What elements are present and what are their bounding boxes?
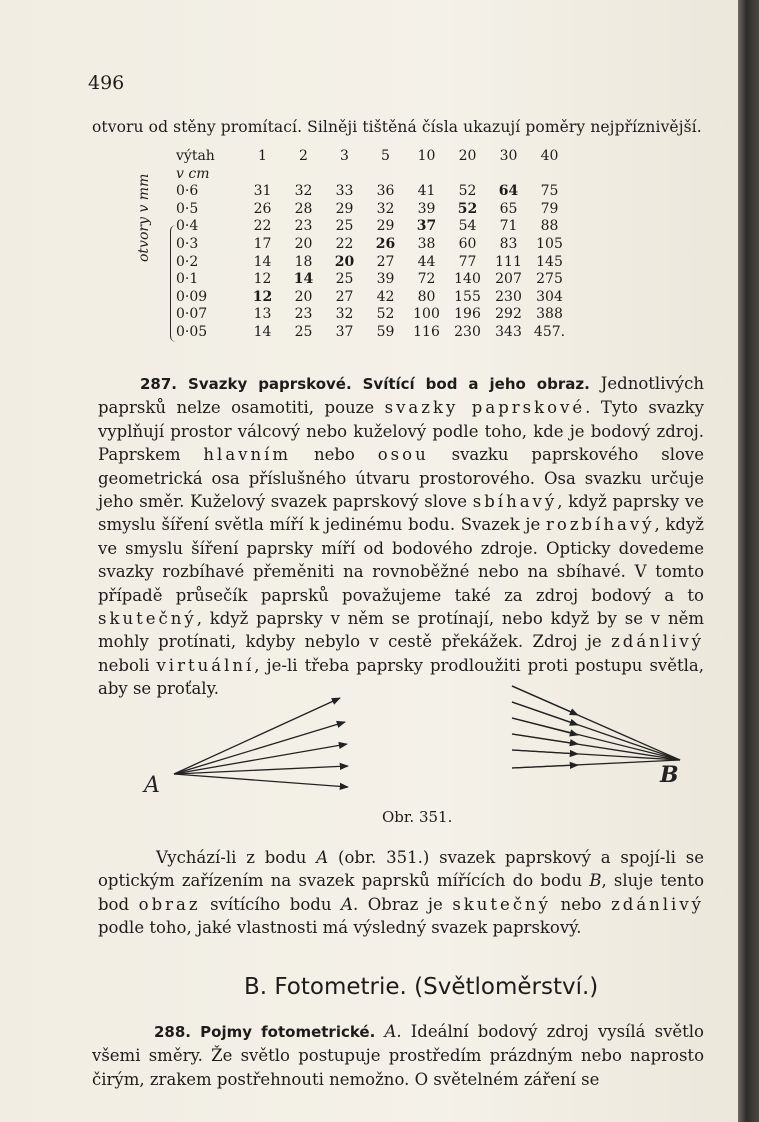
emphasis: rozbíhavý (546, 515, 655, 535)
emphasis: osou (377, 445, 429, 465)
table-cell: 23 (294, 306, 313, 323)
table-cell: 42 (376, 288, 395, 305)
emphasis: svazky paprskové (384, 398, 586, 418)
text-run: nebo (291, 445, 378, 465)
table-cell: 32 (294, 183, 313, 200)
emphasis: zdánlivý (611, 894, 704, 914)
row-label: 0·07 (176, 306, 208, 323)
table-cell: 14 (253, 323, 272, 340)
row-label: 0·1 (176, 271, 199, 288)
ray-arrow (512, 718, 578, 735)
row-label: 0·4 (176, 218, 199, 235)
table-cell: 12 (252, 288, 273, 305)
page-edge-shadow (738, 0, 759, 1122)
corner-label: výtah (176, 148, 215, 164)
text-run: podle toho, jaké vlastnosti má výsledný svazek paprskový. (98, 918, 582, 938)
text-run: . Tyto svazky vyplňují prostor válcový nebo kuželový podle toho, kde je bodový zdroj. Paprskem (98, 398, 704, 465)
table-row (150, 236, 570, 254)
text-run: (obr. 351.) svazek paprskový a spojí-li se optickým zařízením na svazek paprsků mířících do bodu (98, 848, 704, 891)
column-header: 30 (499, 148, 518, 164)
table-cell: 207 (495, 271, 522, 288)
table-cell: 71 (499, 218, 518, 235)
table-cell: 26 (375, 235, 396, 252)
table-cell: 145 (536, 253, 563, 270)
text-run: svítícího bodu (200, 894, 342, 914)
row-axis-label: otvory v mm (136, 173, 152, 262)
emphasis: zdánlivý (611, 632, 704, 652)
section-288-text: Ideální bodový zdroj vysílá světlo všemi směry. Že světlo postupuje prostředím prázdným nebo naprosto čirým, zrakem postřehnouti nemožno. O světelném záření se (92, 1022, 704, 1089)
column-header: 1 (258, 148, 267, 164)
table-cell: 100 (413, 306, 440, 323)
table-cell: 52 (376, 306, 395, 323)
table-cell: 22 (335, 235, 354, 252)
section-288-paragraph (92, 1020, 704, 1091)
table-cell: 39 (376, 271, 395, 288)
table-cell: 27 (376, 253, 395, 270)
row-label: 0·5 (176, 200, 199, 217)
table-cell: 88 (540, 218, 559, 235)
table-cell: 65 (499, 200, 518, 217)
ray-arrow (512, 702, 578, 725)
text-run: , když paprsky v něm se protínají, nebo když by se v něm mohly protínati, kdyby nebylo v cestě překážek. Zdroj je (98, 609, 704, 652)
ray (174, 722, 345, 774)
table-cell: 25 (335, 271, 354, 288)
table-cell: 31 (253, 183, 272, 200)
table-cell: 304 (536, 288, 563, 305)
table-row (150, 324, 570, 342)
table-subheader-row (150, 166, 570, 184)
table-cell: 105 (536, 235, 563, 252)
table-cell: 230 (495, 288, 522, 305)
section-288 (92, 1020, 704, 1091)
section-287-title: Svazky paprskové. Svítící bod a jeho obraz. (188, 375, 590, 393)
table-cell: 83 (499, 235, 518, 252)
table-cell: 38 (417, 235, 436, 252)
beam-diagram (140, 678, 700, 808)
point-b-label: B (660, 762, 679, 788)
table-cell: 77 (458, 253, 477, 270)
table-header-row (150, 148, 570, 166)
table-cell: 22 (253, 218, 272, 235)
column-header: 2 (299, 148, 308, 164)
emphasis: skutečný (98, 609, 197, 629)
table-cell: 230 (454, 323, 481, 340)
table-cell: 27 (335, 288, 354, 305)
table-cell: 196 (454, 306, 481, 323)
paragraph-image-text (98, 846, 704, 940)
table-row (150, 306, 570, 324)
table-cell: 14 (293, 271, 314, 288)
section-288-title: Pojmy fotometrické. (200, 1023, 376, 1041)
ray-arrow (512, 765, 578, 768)
italic-symbol: B (589, 871, 602, 891)
table-cell: 25 (335, 218, 354, 235)
table-cell: 29 (376, 218, 395, 235)
table-cell: 29 (335, 200, 354, 217)
text-run: , když paprsky ve smyslu šíření světla míří k jedinému bodu. Svazek je (98, 492, 704, 535)
emphasis: virtuální (156, 655, 255, 675)
table-cell: 44 (417, 253, 436, 270)
text-run: , slujе tento bod (98, 871, 704, 914)
italic-symbol: A (316, 848, 329, 867)
section-288-number: 288. (154, 1023, 192, 1041)
text-run: Jednotlivých paprsků nelze osamotiti, pouze (98, 374, 704, 418)
ray (174, 698, 340, 774)
text-run: neboli (98, 655, 157, 675)
table-cell: 116 (413, 323, 440, 340)
column-header: 40 (540, 148, 559, 164)
text-run: , když ve smyslu šíření paprsky míří od bodového zdroje. Opticky dovedeme svazky rozbíhavé přeměniti na rovnoběžné nebo na sbíhavé. V tomto případě průsečík paprsků považujeme také za zdroj bodový a to (98, 515, 704, 605)
text-run: nebo (551, 894, 612, 914)
table-cell: 52 (458, 183, 477, 200)
table-cell: 32 (376, 200, 395, 217)
emphasis: skutečný (452, 894, 552, 914)
table-row (150, 254, 570, 272)
table-row (150, 218, 570, 236)
ray-arrow (512, 750, 578, 754)
table-cell: 20 (294, 235, 313, 252)
table-cell: 457. (533, 323, 566, 340)
table-cell: 13 (253, 306, 272, 323)
table-cell: 17 (253, 235, 272, 252)
table-cell: 26 (253, 200, 272, 217)
table-cell: 275 (536, 271, 563, 288)
table-cell: 54 (458, 218, 477, 235)
table-cell: 111 (495, 253, 522, 270)
point-a-label: A (144, 773, 160, 798)
table-cell: 37 (416, 218, 437, 235)
table-cell: 18 (294, 253, 313, 270)
column-header: 5 (381, 148, 390, 164)
table-cell: 79 (540, 200, 559, 217)
table-cell: 23 (294, 218, 313, 235)
ratio-table (150, 148, 570, 342)
table-cell: 14 (253, 253, 272, 270)
table-row (150, 201, 570, 219)
emphasis: obraz (138, 894, 201, 914)
column-header: 3 (340, 148, 349, 164)
ray-arrow (512, 734, 578, 744)
diverging-beam (174, 698, 348, 787)
table-row (150, 271, 570, 289)
table-cell: 39 (417, 200, 436, 217)
table-cell: 52 (457, 200, 478, 217)
chapter-heading: B. Fotometrie. (Světloměrství.) (244, 974, 599, 1000)
text-run: . Obraz je (352, 894, 453, 914)
table-cell: 36 (376, 183, 395, 200)
table-cell: 59 (376, 323, 395, 340)
row-label: 0·05 (176, 323, 208, 340)
table-cell: 60 (458, 235, 477, 252)
table-cell: 64 (498, 183, 519, 200)
table-cell: 41 (417, 183, 436, 200)
table-cell: 32 (335, 306, 354, 323)
table-cell: 72 (417, 271, 436, 288)
ray (174, 774, 348, 787)
table-cell: 33 (335, 183, 354, 200)
intro-line: otvoru od stěny promítací. Silněji tištěná čísla ukazují poměry nejpříznivější. (92, 118, 702, 136)
ray-arrow (512, 686, 578, 715)
emphasis: sbíhavý (472, 492, 558, 512)
table-row (150, 183, 570, 201)
table-cell: 155 (454, 288, 481, 305)
row-label: 0·09 (176, 288, 208, 305)
table-cell: 140 (454, 271, 481, 288)
italic-symbol: A (341, 894, 353, 914)
page-number: 496 (88, 72, 125, 94)
table-cell: 20 (334, 253, 355, 270)
table-cell: 20 (294, 288, 313, 305)
text-run: , je-li třeba paprsky prodloužiti proti postupu světla, aby se proťaly. (98, 655, 704, 699)
text-run: Vychází-li z bodu (156, 848, 317, 867)
table-cell: 80 (417, 288, 436, 305)
table-cell: 388 (536, 306, 563, 323)
paragraph-image (98, 846, 704, 940)
section-287-paragraph (98, 372, 704, 701)
table-cell: 25 (294, 323, 313, 340)
text-run: svazku paprskového slove geometrická osa příslušného útvaru prostorového. Osa svazku určuje jeho směr. Kuželový svazek paprskový slove (98, 445, 704, 512)
table-row (150, 289, 570, 307)
table-cell: 12 (253, 271, 272, 288)
section-288-letter: A. (384, 1022, 402, 1041)
table-cell: 292 (495, 306, 522, 323)
row-label: 0·2 (176, 253, 199, 270)
column-header: 10 (417, 148, 436, 164)
table-cell: 343 (495, 323, 522, 340)
row-label: 0·6 (176, 183, 199, 200)
section-287 (98, 372, 704, 701)
converging-beam (512, 686, 680, 768)
table-cell: 28 (294, 200, 313, 217)
column-header: 20 (458, 148, 477, 164)
table-cell: 75 (540, 183, 559, 200)
figure-caption: Obr. 351. (382, 808, 453, 826)
emphasis: hlavním (203, 445, 292, 465)
corner-unit-label: v cm (176, 165, 210, 182)
section-287-number: 287. (140, 375, 178, 393)
table-cell: 37 (335, 323, 354, 340)
row-label: 0·3 (176, 235, 199, 252)
